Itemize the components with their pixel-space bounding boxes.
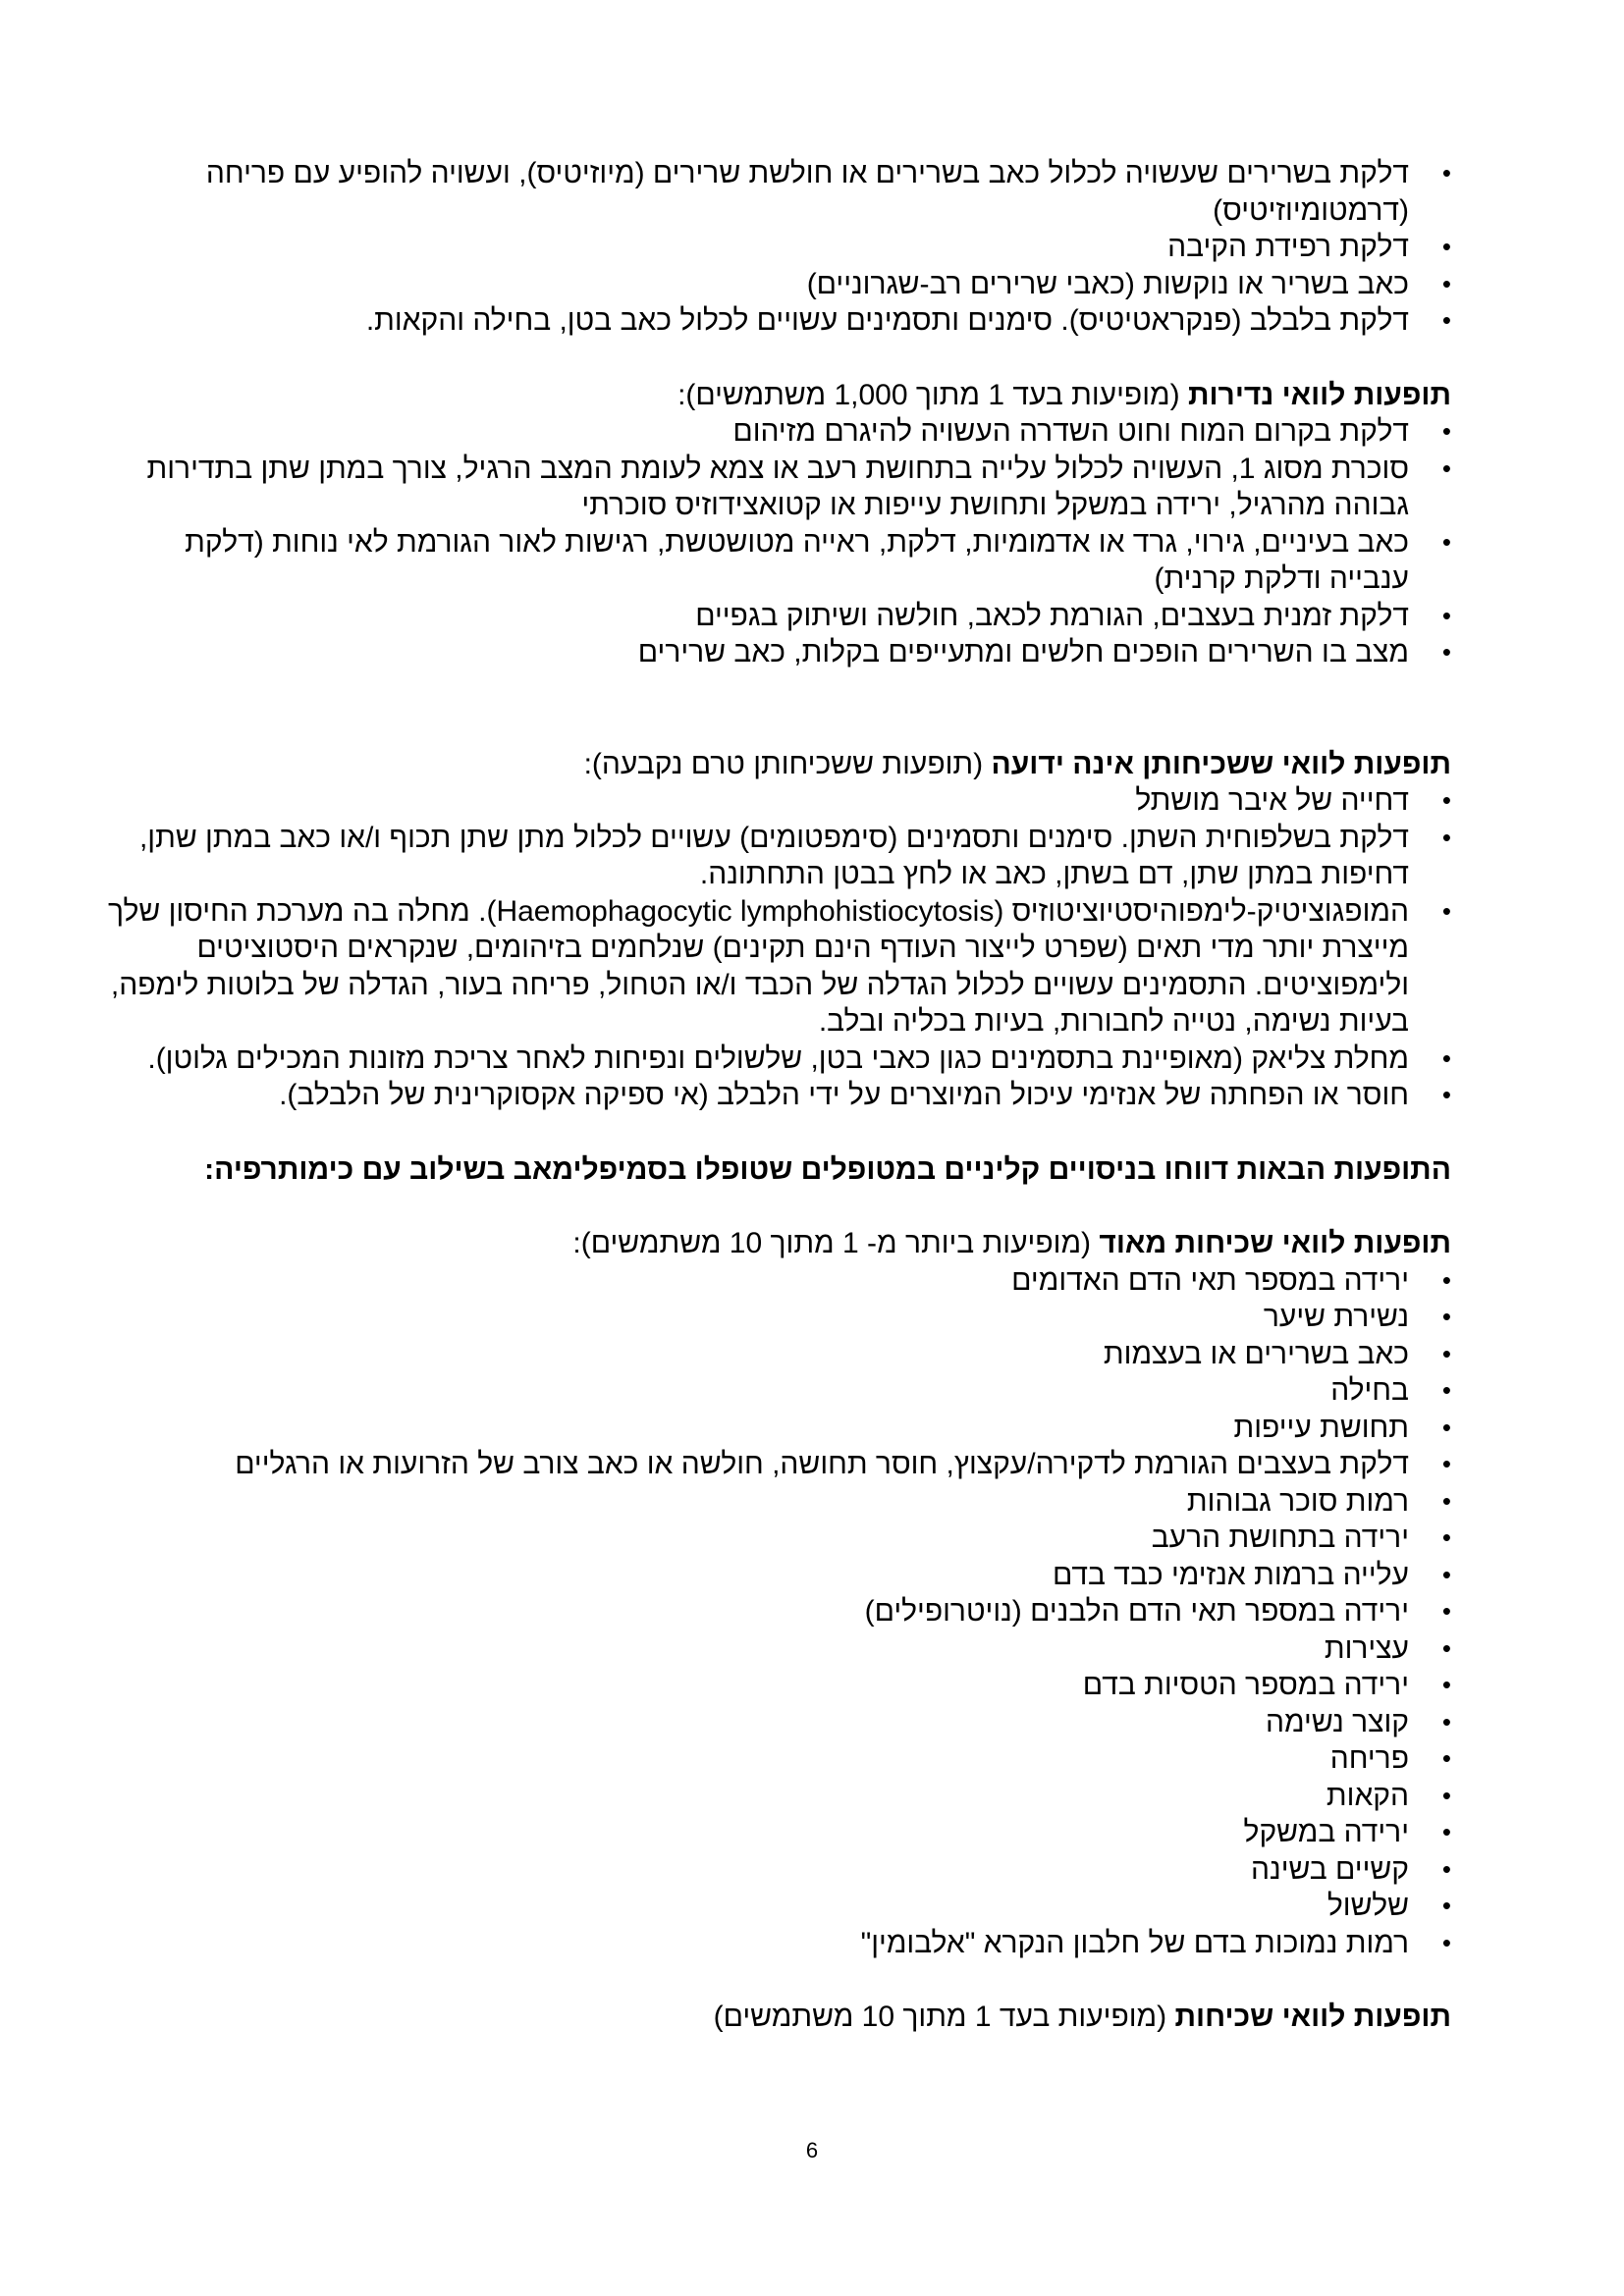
page-number: 6	[805, 2138, 819, 2163]
list-item: • ירידה במספר תאי הדם האדומים	[104, 1262, 1451, 1300]
list-item: • פריחה	[104, 1740, 1451, 1778]
list-item: • דלקת זמנית בעצבים, הגורמת לכאב, חולשה ושיתוק בגפיים	[104, 598, 1451, 635]
list-item: • עלייה ברמות אנזימי כבד בדם	[104, 1557, 1451, 1594]
list-item: • שלשול	[104, 1888, 1451, 1925]
heading-title: תופעות לוואי ששכיחותן אינה ידועה	[991, 747, 1451, 780]
section-heading-very-common	[104, 1225, 1451, 1262]
heading-note: (תופעות ששכיחותן טרם נקבעה):	[583, 747, 984, 780]
list-item: • קוצר נשימה	[104, 1704, 1451, 1741]
heading-note: (מופיעות בעד 1 מתוך 1,000 משתמשים):	[677, 378, 1180, 411]
heading-title: תופעות לוואי נדירות	[1187, 378, 1451, 411]
list-item: • מצב בו השרירים הופכים חלשים ומתעייפים בקלות, כאב שרירים	[104, 634, 1451, 671]
list-item: • ירידה במספר הטסיות בדם	[104, 1667, 1451, 1704]
list-item: • תחושת עייפות	[104, 1410, 1451, 1447]
heading-title: תופעות לוואי שכיחות	[1174, 2001, 1451, 2033]
heading-note: (מופיעות ביותר מ- 1 מתוך 10 משתמשים):	[572, 1227, 1092, 1259]
list-item: • מחלת צליאק (מאופיינת בתסמינים כגון כאבי בטן, שלשולים ונפיחות לאחר צריכת מזונות המכילים גלוטן).	[104, 1041, 1451, 1078]
bullet-list	[104, 1262, 1451, 1962]
list-item: • ירידה בתחושת הרעב	[104, 1520, 1451, 1557]
page-content	[104, 155, 1451, 2036]
list-item: • כאב בעיניים, גירוי, גרד או אדמומיות, דלקת, ראייה מטושטשת, רגישות לאור הגורמת לאי נוחות (דלקת ענבייה ודלקת קרנית)	[104, 524, 1451, 598]
bullet-list	[104, 155, 1451, 340]
list-item: • רמות נמוכות בדם של חלבון הנקרא "אלבומין"	[104, 1925, 1451, 1962]
list-item: • דחייה של איבר מושתל	[104, 782, 1451, 820]
bullet-list	[104, 413, 1451, 671]
list-item: • כאב בשריר או נוקשות (כאבי שרירים רב-שגרוניים)	[104, 266, 1451, 303]
list-item: • המופגוציטיק-לימפוהיסטיוציטוזיס (Haemophagocytic lymphohistiocytosis). מחלה בה מערכת החיסון שלך מייצרת יותר מדי תאים (שפרט לייצור העודף הינם תקינים) שנלחמים בזיהומים, שנקראים היסטוציטים ולימפוציטים. התסמינים עשויים לכלול הגדלה של הכבד ו/או הטחול, פריחה בעור, הגדלה של בלוטות לימפה, בעיות נשימה, נטייה לחבורות, בעיות בכליה ובלב.	[104, 893, 1451, 1041]
section-heading-common	[104, 1999, 1451, 2036]
list-item: • דלקת בקרום המוח וחוט השדרה העשויה להיגרם מזיהום	[104, 413, 1451, 451]
list-item: • כאב בשרירים או בעצמות	[104, 1336, 1451, 1373]
list-item: • עצירות	[104, 1630, 1451, 1668]
list-item: • קשיים בשינה	[104, 1851, 1451, 1889]
section-heading-rare	[104, 377, 1451, 414]
list-item: • סוכרת מסוג 1, העשויה לכלול עלייה בתחושת רעב או צמא לעומת המצב הרגיל, צורך במתן שתן בתדירות גבוהה מהרגיל, ירידה במשקל ותחושת עייפות או קטואצידוזיס סוכרתי	[104, 451, 1451, 524]
list-item: • הקאות	[104, 1778, 1451, 1815]
list-item: • דלקת בשלפוחית השתן. סימנים ותסמינים (סימפטומים) עשויים לכלול מתן שתן תכוף ו/או כאב במתן שתן, דחיפות במתן שתן, דם בשתן, כאב או לחץ בבטן התחתונה.	[104, 820, 1451, 893]
list-item: • נשירת שיער	[104, 1299, 1451, 1336]
list-item: • ירידה במספר תאי הדם הלבנים (נויטרופילים)	[104, 1593, 1451, 1630]
heading-title: תופעות לוואי שכיחות מאוד	[1099, 1227, 1451, 1259]
list-item: • דלקת בעצבים הגורמת לדקירה/עקצוץ, חוסר תחושה, חולשה או כאב צורב של הזרועות או הרגליים	[104, 1446, 1451, 1483]
list-item: • ירידה במשקל	[104, 1814, 1451, 1851]
list-item: • בחילה	[104, 1372, 1451, 1410]
list-item: • דלקת רפידת הקיבה	[104, 229, 1451, 266]
section-heading-unknown	[104, 746, 1451, 783]
chemo-heading: התופעות הבאות דווחו בניסויים קליניים במטופלים שטופלו בסמיפלימאב בשילוב עם כימותרפיה:	[204, 1152, 1451, 1186]
list-item: • דלקת בלבלב (פנקראטיטיס). סימנים ותסמינים עשויים לכלול כאב בטן, בחילה והקאות.	[104, 302, 1451, 340]
heading-note: (מופיעות בעד 1 מתוך 10 משתמשים)	[713, 2001, 1167, 2033]
list-item: • חוסר או הפחתה של אנזימי עיכול המיוצרים על ידי הלבלב (אי ספיקה אקסוקרינית של הלבלב).	[104, 1077, 1451, 1114]
list-item: • רמות סוכר גבוהות	[104, 1483, 1451, 1521]
bullet-list	[104, 782, 1451, 1114]
list-item: • דלקת בשרירים שעשויה לכלול כאב בשרירים או חולשת שרירים (מיוזיטיס), ועשויה להופיע עם פריחה (דרמטומיוזיטיס)	[104, 155, 1451, 229]
